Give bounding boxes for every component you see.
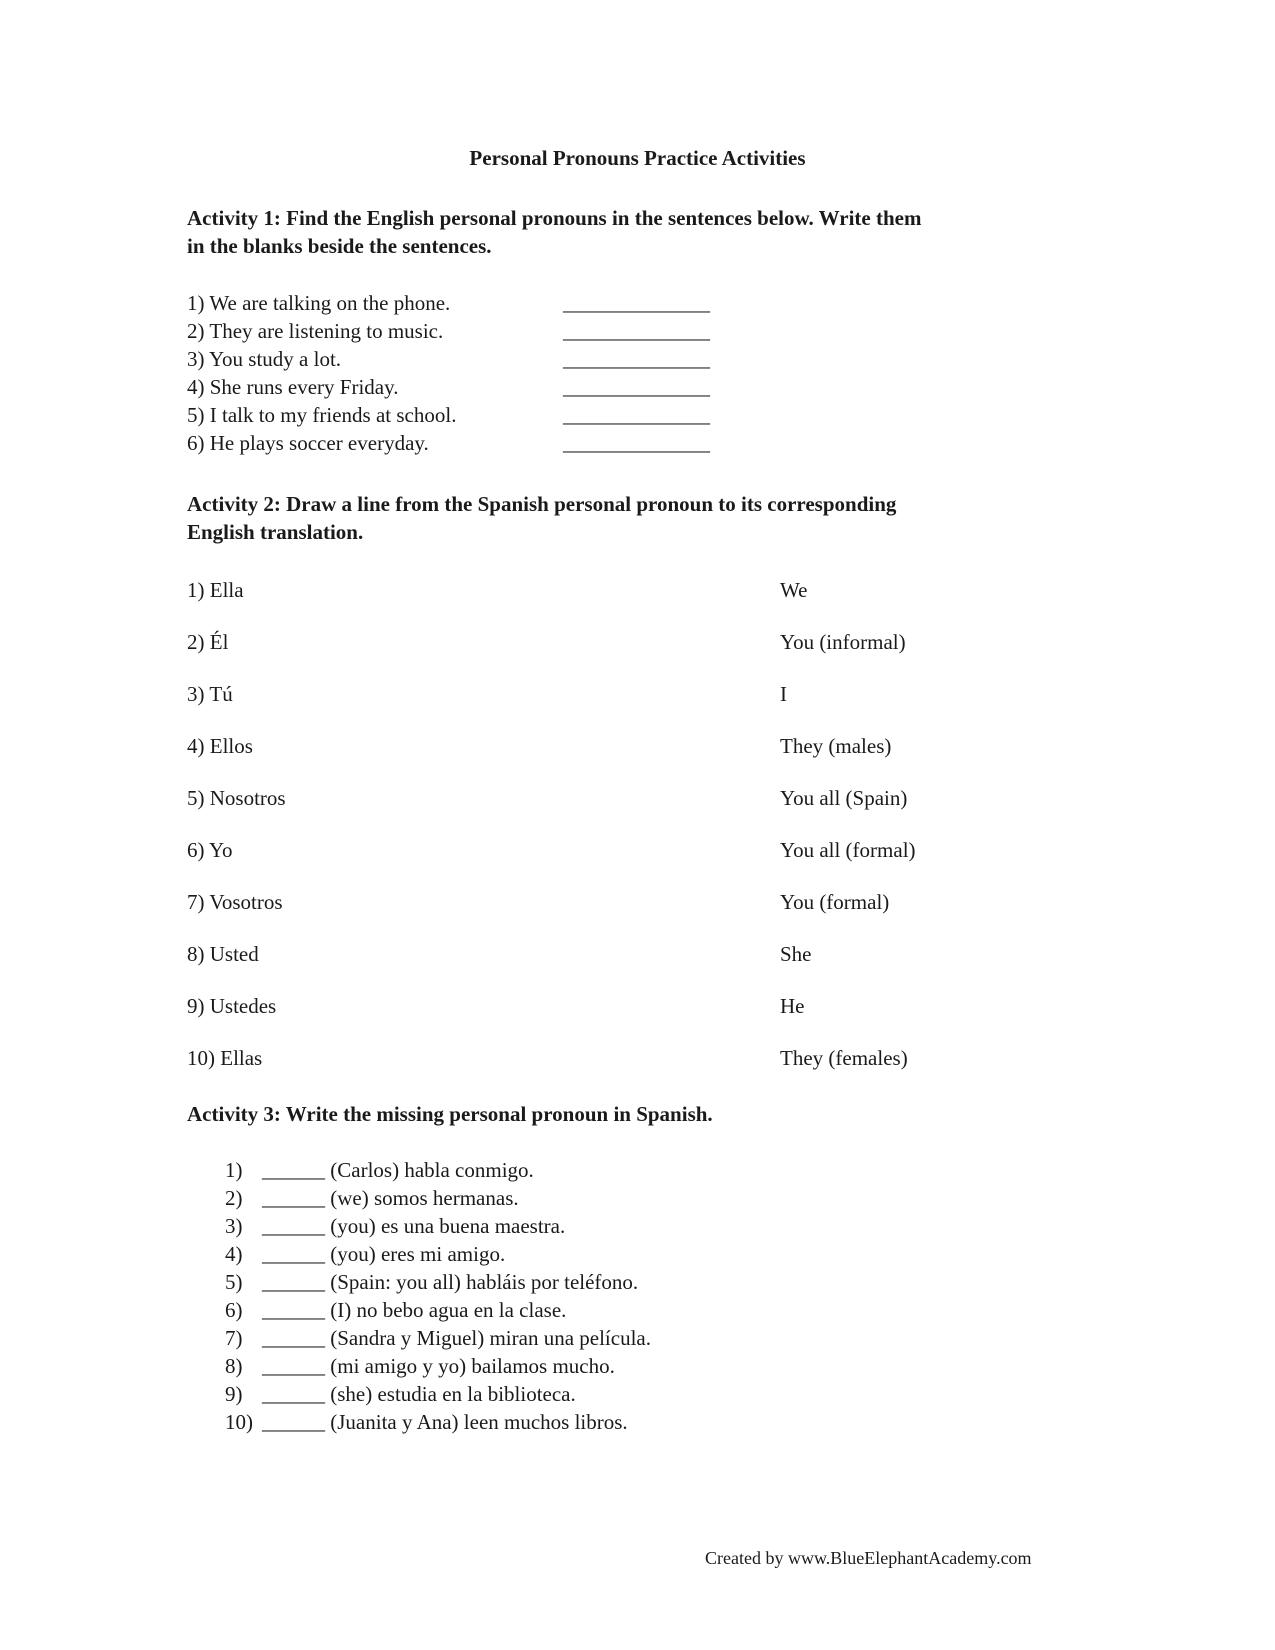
- activity2-spanish-3: 3) Tú: [187, 682, 233, 706]
- activity2-english-3: I: [780, 682, 787, 706]
- activity1-sentence-6: 6) He plays soccer everyday.: [187, 431, 429, 455]
- activity2-english-8: She: [780, 942, 812, 966]
- activity3-item-10: ______ (Juanita y Ana) leen muchos libros.: [262, 1410, 628, 1434]
- activity2-heading: [187, 490, 1087, 546]
- activity1-sentence-5: 5) I talk to my friends at school.: [187, 403, 457, 427]
- activity2-spanish-5: 5) Nosotros: [187, 786, 286, 810]
- activity3-number-10: 10): [225, 1410, 253, 1434]
- activity2-spanish-9: 9) Ustedes: [187, 994, 277, 1018]
- activity1-blank-2: ______________: [563, 319, 710, 343]
- activity1-sentence-2: 2) They are listening to music.: [187, 319, 444, 343]
- activity3-number-6: 6): [225, 1298, 243, 1322]
- activity3-item-7: ______ (Sandra y Miguel) miran una película.: [262, 1326, 651, 1350]
- activity3-number-9: 9): [225, 1382, 243, 1406]
- activity3-item-9: ______ (she) estudia en la biblioteca.: [262, 1382, 576, 1406]
- activity1-blank-3: ______________: [563, 347, 710, 371]
- page-title: Personal Pronouns Practice Activities: [469, 146, 806, 170]
- activity1-heading-line2: in the blanks beside the sentences.: [187, 234, 492, 258]
- activity2-spanish-6: 6) Yo: [187, 838, 233, 862]
- activity2-english-1: We: [780, 578, 808, 602]
- activity1-heading-line1: Activity 1: Find the English personal pronouns in the sentences below. Write them: [187, 206, 922, 230]
- activity3-item-5: ______ (Spain: you all) habláis por teléfono.: [262, 1270, 639, 1294]
- activity1-sentence-1: 1) We are talking on the phone.: [187, 291, 451, 315]
- activity3-item-4: ______ (you) eres mi amigo.: [262, 1242, 506, 1266]
- activity3-number-1: 1): [225, 1158, 243, 1182]
- activity1-blank-6: ______________: [563, 431, 710, 455]
- activity3-number-7: 7): [225, 1326, 243, 1350]
- activity2-spanish-4: 4) Ellos: [187, 734, 253, 758]
- activity2-english-4: They (males): [780, 734, 892, 758]
- activity3-number-5: 5): [225, 1270, 243, 1294]
- activity2-spanish-2: 2) Él: [187, 630, 229, 654]
- activity1-sentence-4: 4) She runs every Friday.: [187, 375, 399, 399]
- activity3-number-4: 4): [225, 1242, 243, 1266]
- activity2-heading-line1: Activity 2: Draw a line from the Spanish personal pronoun to its corresponding: [187, 492, 897, 516]
- activity3-heading: Activity 3: Write the missing personal pronoun in Spanish.: [187, 1102, 713, 1126]
- activity2-english-10: They (females): [780, 1046, 908, 1070]
- activity3-number-2: 2): [225, 1186, 243, 1210]
- activity2-english-5: You all (Spain): [780, 786, 908, 810]
- activity1-heading: [187, 204, 1087, 260]
- activity2-spanish-1: 1) Ella: [187, 578, 244, 602]
- activity2-english-6: You all (formal): [780, 838, 916, 862]
- activity1-blank-1: ______________: [563, 291, 710, 315]
- activity3-number-3: 3): [225, 1214, 243, 1238]
- activity1-sentence-3: 3) You study a lot.: [187, 347, 342, 371]
- activity3-item-6: ______ (I) no bebo agua en la clase.: [262, 1298, 567, 1322]
- activity3-item-1: ______ (Carlos) habla conmigo.: [262, 1158, 534, 1182]
- activity3-item-8: ______ (mi amigo y yo) bailamos mucho.: [262, 1354, 615, 1378]
- activity2-spanish-10: 10) Ellas: [187, 1046, 263, 1070]
- activity2-spanish-8: 8) Usted: [187, 942, 259, 966]
- activity3-item-2: ______ (we) somos hermanas.: [262, 1186, 519, 1210]
- activity2-spanish-7: 7) Vosotros: [187, 890, 283, 914]
- activity2-heading-line2: English translation.: [187, 520, 364, 544]
- activity1-blank-4: ______________: [563, 375, 710, 399]
- activity2-english-2: You (informal): [780, 630, 906, 654]
- activity1-blank-5: ______________: [563, 403, 710, 427]
- activity2-english-9: He: [780, 994, 805, 1018]
- activity3-item-3: ______ (you) es una buena maestra.: [262, 1214, 566, 1238]
- footer-credit: Created by www.BlueElephantAcademy.com: [705, 1548, 1032, 1568]
- activity3-number-8: 8): [225, 1354, 243, 1378]
- activity2-english-7: You (formal): [780, 890, 890, 914]
